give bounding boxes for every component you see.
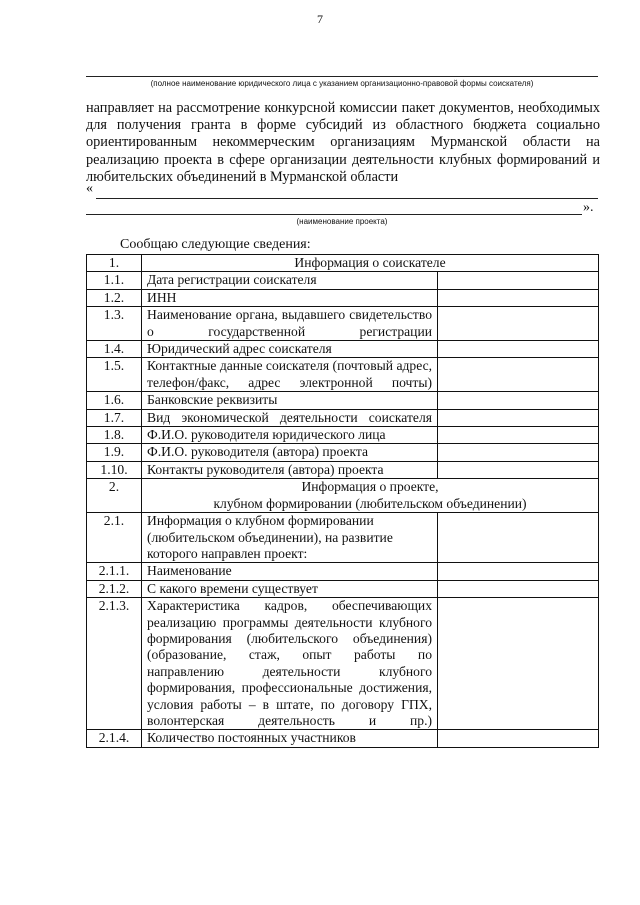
- project-quote-close: ».: [583, 200, 594, 215]
- row-value-cell[interactable]: [438, 580, 599, 597]
- section-heading-line-1: Информация о проекте,: [301, 479, 439, 495]
- table-row: [87, 307, 599, 341]
- row-value-cell[interactable]: [438, 598, 599, 730]
- row-value-cell[interactable]: [438, 444, 599, 461]
- row-number: 1.1.: [87, 272, 142, 289]
- row-label: Ф.И.О. руководителя юридического лица: [142, 427, 438, 444]
- lead-text: Сообщаю следующие сведения:: [120, 237, 311, 252]
- table-row: [87, 427, 599, 444]
- row-value-cell[interactable]: [438, 409, 599, 426]
- table-row: [87, 358, 599, 392]
- row-value-cell[interactable]: [438, 461, 599, 478]
- row-number: 2.1.3.: [87, 598, 142, 730]
- applicant-caption: (полное наименование юридического лица с указанием организационно-правовой формы соискателя): [150, 79, 534, 88]
- table-row: [87, 563, 599, 580]
- row-number: 2.1.4.: [87, 730, 142, 747]
- row-label: Наименование: [142, 563, 438, 580]
- row-label: Количество постоянных участников: [142, 730, 438, 747]
- intro-paragraph: направляет на рассмотрение конкурсной комиссии пакет документов, необходимых для получения гранта в форме субсидий из областного бюджета социально ориентированным некоммерческим организациям Мурманской области на реализацию проекта в сфере организации деятельности клубных формирований и любительских объединений в Мурманской области: [86, 100, 600, 185]
- table-row: [87, 392, 599, 409]
- row-label: Банковские реквизиты: [142, 392, 438, 409]
- row-value-cell[interactable]: [438, 563, 599, 580]
- row-number: 1.7.: [87, 409, 142, 426]
- row-number: 2.1.1.: [87, 563, 142, 580]
- row-number: 1.10.: [87, 461, 142, 478]
- table-row: [87, 513, 599, 563]
- table-row: [87, 580, 599, 597]
- row-value-cell[interactable]: [438, 272, 599, 289]
- section-heading: [142, 479, 599, 513]
- row-label: Юридический адрес соискателя: [142, 341, 438, 358]
- project-name-line-2: [86, 214, 582, 215]
- section-heading: Информация о соискателе: [142, 255, 599, 272]
- row-label: Характеристика кадров, обеспечивающих реализацию программы деятельности клубного формирования (любительского объединения) (образование, стаж, опыт работы по направлению деятельности клубного формирования, профессиональные достижения, условия работы – в штате, по договору ГПХ, волонтерская деятельность и пр.): [142, 598, 438, 730]
- row-value-cell[interactable]: [438, 513, 599, 563]
- row-value-cell[interactable]: [438, 358, 599, 392]
- page-number: 7: [317, 12, 323, 26]
- row-value-cell[interactable]: [438, 341, 599, 358]
- row-label: Вид экономической деятельности соискателя: [142, 409, 438, 426]
- project-name-line-1: [96, 198, 598, 199]
- row-label: Контактные данные соискателя (почтовый адрес, телефон/факс, адрес электронной почты): [142, 358, 438, 392]
- row-value-cell[interactable]: [438, 427, 599, 444]
- row-number: 2.: [87, 479, 142, 513]
- table-row: [87, 598, 599, 730]
- table-row: [87, 444, 599, 461]
- table-row: [87, 272, 599, 289]
- row-value-cell[interactable]: [438, 392, 599, 409]
- table-row: [87, 461, 599, 478]
- row-label: Контакты руководителя (автора) проекта: [142, 461, 438, 478]
- row-value-cell[interactable]: [438, 289, 599, 306]
- applicant-name-line: [86, 76, 598, 77]
- row-label: ИНН: [142, 289, 438, 306]
- row-label: Информация о клубном формировании (любительском объединении), на развитие которого направлен проект:: [142, 513, 438, 563]
- row-number: 1.: [87, 255, 142, 272]
- table-row: [87, 289, 599, 306]
- project-quote-open: «: [86, 181, 93, 196]
- section-heading-line-2: клубном формировании (любительском объединении): [213, 495, 527, 511]
- table-row: [87, 255, 599, 272]
- table-row: [87, 341, 599, 358]
- project-caption: (наименование проекта): [296, 217, 388, 226]
- row-number: 1.4.: [87, 341, 142, 358]
- row-number: 2.1.: [87, 513, 142, 563]
- table-row: [87, 479, 599, 513]
- row-number: 1.3.: [87, 307, 142, 341]
- row-number: 1.8.: [87, 427, 142, 444]
- row-value-cell[interactable]: [438, 307, 599, 341]
- row-number: 1.9.: [87, 444, 142, 461]
- applicant-info-table: [86, 254, 599, 748]
- table-row: [87, 409, 599, 426]
- row-number: 1.5.: [87, 358, 142, 392]
- row-label: С какого времени существует: [142, 580, 438, 597]
- row-label: Наименование органа, выдавшего свидетельство о государственной регистрации: [142, 307, 438, 341]
- row-value-cell[interactable]: [438, 730, 599, 747]
- row-label: Дата регистрации соискателя: [142, 272, 438, 289]
- row-label: Ф.И.О. руководителя (автора) проекта: [142, 444, 438, 461]
- row-number: 1.6.: [87, 392, 142, 409]
- table-row: [87, 730, 599, 747]
- row-number: 2.1.2.: [87, 580, 142, 597]
- row-number: 1.2.: [87, 289, 142, 306]
